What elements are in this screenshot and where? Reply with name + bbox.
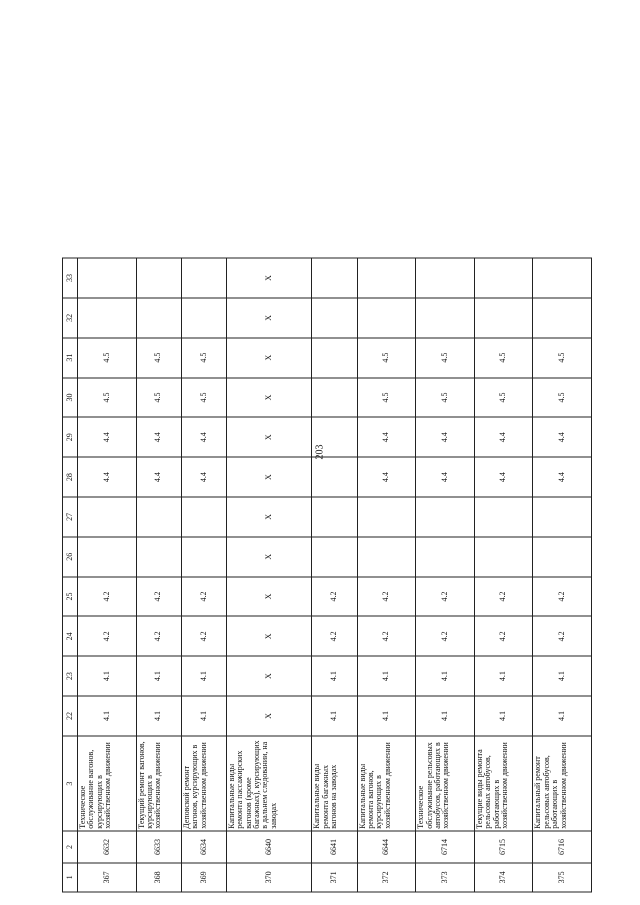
row-number-cell: 374	[474, 863, 533, 892]
column-header: 32	[63, 298, 78, 338]
value-cell: X	[226, 656, 312, 696]
value-cell	[136, 258, 181, 298]
value-cell: 4.5	[416, 338, 475, 378]
row-number-cell: 369	[181, 863, 226, 892]
column-header: 23	[63, 656, 78, 696]
code-cell: 6714	[416, 831, 475, 862]
value-cell: 4.5	[136, 338, 181, 378]
value-cell: 4.1	[474, 656, 533, 696]
rates-table-container	[62, 258, 592, 893]
column-header: 29	[63, 417, 78, 457]
row-number-cell: 367	[78, 863, 137, 892]
table-row	[416, 258, 475, 892]
value-cell	[181, 497, 226, 537]
row-number-cell: 370	[226, 863, 312, 892]
value-cell: 4.2	[533, 616, 592, 656]
value-cell: 4.5	[181, 378, 226, 418]
name-cell: Текущий ремонт вагонов, курсирующих в хозяйственном движении	[136, 736, 181, 831]
column-header: 33	[63, 258, 78, 298]
table-row	[78, 258, 137, 892]
value-cell: 4.2	[78, 616, 137, 656]
value-cell: 4.2	[474, 577, 533, 617]
value-cell: 4.1	[416, 656, 475, 696]
value-cell	[78, 537, 137, 577]
value-cell	[312, 537, 357, 577]
value-cell	[78, 258, 137, 298]
row-number-cell: 368	[136, 863, 181, 892]
value-cell: X	[226, 616, 312, 656]
name-cell: Капитальные виды ремонта пассажирских вагонов (кроме багажных), курсирующих в дальнем следовании, на заводах	[226, 736, 312, 831]
column-header: 24	[63, 616, 78, 656]
value-cell: 4.5	[474, 378, 533, 418]
code-cell: 6633	[136, 831, 181, 862]
value-cell: 4.2	[312, 616, 357, 656]
value-cell	[78, 497, 137, 537]
value-cell: 4.1	[312, 696, 357, 736]
name-cell: Капитальные виды ремонта багажных вагонов на заводах	[312, 736, 357, 831]
value-cell	[416, 298, 475, 338]
table-row	[226, 258, 312, 892]
value-cell: X	[226, 537, 312, 577]
value-cell: 4.2	[357, 577, 416, 617]
table-body	[78, 258, 592, 892]
name-cell: Капитальные виды ремонта вагонов, курсирующих в хозяйственном движении	[357, 736, 416, 831]
value-cell	[357, 298, 416, 338]
value-cell: X	[226, 417, 312, 457]
value-cell: 4.5	[357, 378, 416, 418]
column-header: 27	[63, 497, 78, 537]
value-cell: X	[226, 457, 312, 497]
name-cell: Техническое обслуживание вагонов, курсирующих в хозяйственном движении	[78, 736, 137, 831]
value-cell: 4.4	[533, 457, 592, 497]
value-cell	[312, 298, 357, 338]
value-cell	[474, 497, 533, 537]
value-cell: X	[226, 378, 312, 418]
value-cell: 4.1	[78, 696, 137, 736]
value-cell: 4.1	[533, 656, 592, 696]
value-cell: 4.2	[474, 616, 533, 656]
value-cell: 4.4	[474, 417, 533, 457]
value-cell	[474, 298, 533, 338]
value-cell	[136, 537, 181, 577]
value-cell: 4.5	[533, 338, 592, 378]
column-header: 22	[63, 696, 78, 736]
name-cell: Текущие виды ремонта рельсовых автобусов, работающих в хозяйственном движении	[474, 736, 533, 831]
table-row	[474, 258, 533, 892]
value-cell: 4.4	[357, 457, 416, 497]
value-cell: 4.2	[181, 616, 226, 656]
value-cell: 4.4	[416, 457, 475, 497]
value-cell: 4.5	[357, 338, 416, 378]
code-cell: 6634	[181, 831, 226, 862]
value-cell: 4.5	[78, 338, 137, 378]
row-number-cell: 371	[312, 863, 357, 892]
row-number-cell: 375	[533, 863, 592, 892]
value-cell: X	[226, 258, 312, 298]
value-cell	[533, 537, 592, 577]
value-cell: 4.4	[78, 457, 137, 497]
row-number-cell: 373	[416, 863, 475, 892]
value-cell	[181, 537, 226, 577]
value-cell	[312, 457, 357, 497]
value-cell: 4.2	[136, 616, 181, 656]
value-cell: 4.1	[474, 696, 533, 736]
value-cell: 4.1	[181, 656, 226, 696]
column-header: 30	[63, 378, 78, 418]
table-row	[136, 258, 181, 892]
value-cell	[533, 258, 592, 298]
code-cell: 6641	[312, 831, 357, 862]
column-header: 25	[63, 577, 78, 617]
value-cell	[181, 258, 226, 298]
value-cell: 4.2	[181, 577, 226, 617]
value-cell	[312, 417, 357, 457]
value-cell	[312, 497, 357, 537]
value-cell: 4.2	[78, 577, 137, 617]
value-cell: 4.2	[136, 577, 181, 617]
value-cell	[136, 298, 181, 338]
value-cell	[416, 497, 475, 537]
value-cell: 4.5	[474, 338, 533, 378]
value-cell: 4.5	[78, 378, 137, 418]
value-cell	[357, 497, 416, 537]
value-cell: 4.4	[474, 457, 533, 497]
table-row	[357, 258, 416, 892]
column-header: 31	[63, 338, 78, 378]
value-cell: 4.1	[533, 696, 592, 736]
name-cell: Деповской ремонт вагонов, курсирующих в хозяйственном движении	[181, 736, 226, 831]
value-cell	[312, 338, 357, 378]
value-cell: 4.1	[312, 656, 357, 696]
value-cell: 4.5	[533, 378, 592, 418]
table-row	[533, 258, 592, 892]
value-cell: 4.2	[416, 577, 475, 617]
value-cell: 4.5	[181, 338, 226, 378]
value-cell	[312, 258, 357, 298]
row-number-cell: 372	[357, 863, 416, 892]
name-cell: Капитальный ремонт рельсовых автобусов, работающих в хозяйственном движении	[533, 736, 592, 831]
value-cell: 4.5	[416, 378, 475, 418]
column-header: 1	[63, 863, 78, 892]
value-cell	[533, 298, 592, 338]
value-cell: X	[226, 577, 312, 617]
column-header: 26	[63, 537, 78, 577]
value-cell: 4.4	[181, 417, 226, 457]
rates-table	[62, 258, 592, 893]
value-cell: 4.2	[357, 616, 416, 656]
value-cell	[181, 298, 226, 338]
table-header-row	[63, 258, 78, 892]
column-header: 2	[63, 831, 78, 862]
page-number: 203	[314, 444, 326, 460]
value-cell	[357, 537, 416, 577]
value-cell: 4.1	[78, 656, 137, 696]
code-cell: 6715	[474, 831, 533, 862]
code-cell: 6716	[533, 831, 592, 862]
value-cell: 4.4	[181, 457, 226, 497]
value-cell: 4.5	[136, 378, 181, 418]
code-cell: 6644	[357, 831, 416, 862]
value-cell: X	[226, 338, 312, 378]
value-cell	[416, 537, 475, 577]
value-cell	[136, 497, 181, 537]
value-cell	[416, 258, 475, 298]
value-cell: 4.2	[416, 616, 475, 656]
value-cell	[312, 378, 357, 418]
value-cell: 4.4	[357, 417, 416, 457]
value-cell: 4.1	[136, 656, 181, 696]
value-cell: 4.4	[136, 417, 181, 457]
column-header: 28	[63, 457, 78, 497]
value-cell	[474, 258, 533, 298]
column-header: 3	[63, 736, 78, 831]
value-cell: X	[226, 696, 312, 736]
code-cell: 6632	[78, 831, 137, 862]
value-cell: 4.1	[416, 696, 475, 736]
value-cell: 4.4	[78, 417, 137, 457]
value-cell: 4.1	[357, 656, 416, 696]
table-row	[312, 258, 357, 892]
value-cell: 4.1	[136, 696, 181, 736]
value-cell: 4.1	[181, 696, 226, 736]
value-cell: X	[226, 497, 312, 537]
value-cell: X	[226, 298, 312, 338]
value-cell: 4.2	[312, 577, 357, 617]
value-cell	[533, 497, 592, 537]
value-cell: 4.2	[533, 577, 592, 617]
name-cell: Техническое обслуживание рельсовых автобусов, работающих в хозяйственном движении	[416, 736, 475, 831]
value-cell: 4.4	[136, 457, 181, 497]
value-cell	[357, 258, 416, 298]
value-cell	[78, 298, 137, 338]
table-row	[181, 258, 226, 892]
value-cell: 4.4	[416, 417, 475, 457]
value-cell: 4.4	[533, 417, 592, 457]
value-cell: 4.1	[357, 696, 416, 736]
code-cell: 6640	[226, 831, 312, 862]
value-cell	[474, 537, 533, 577]
